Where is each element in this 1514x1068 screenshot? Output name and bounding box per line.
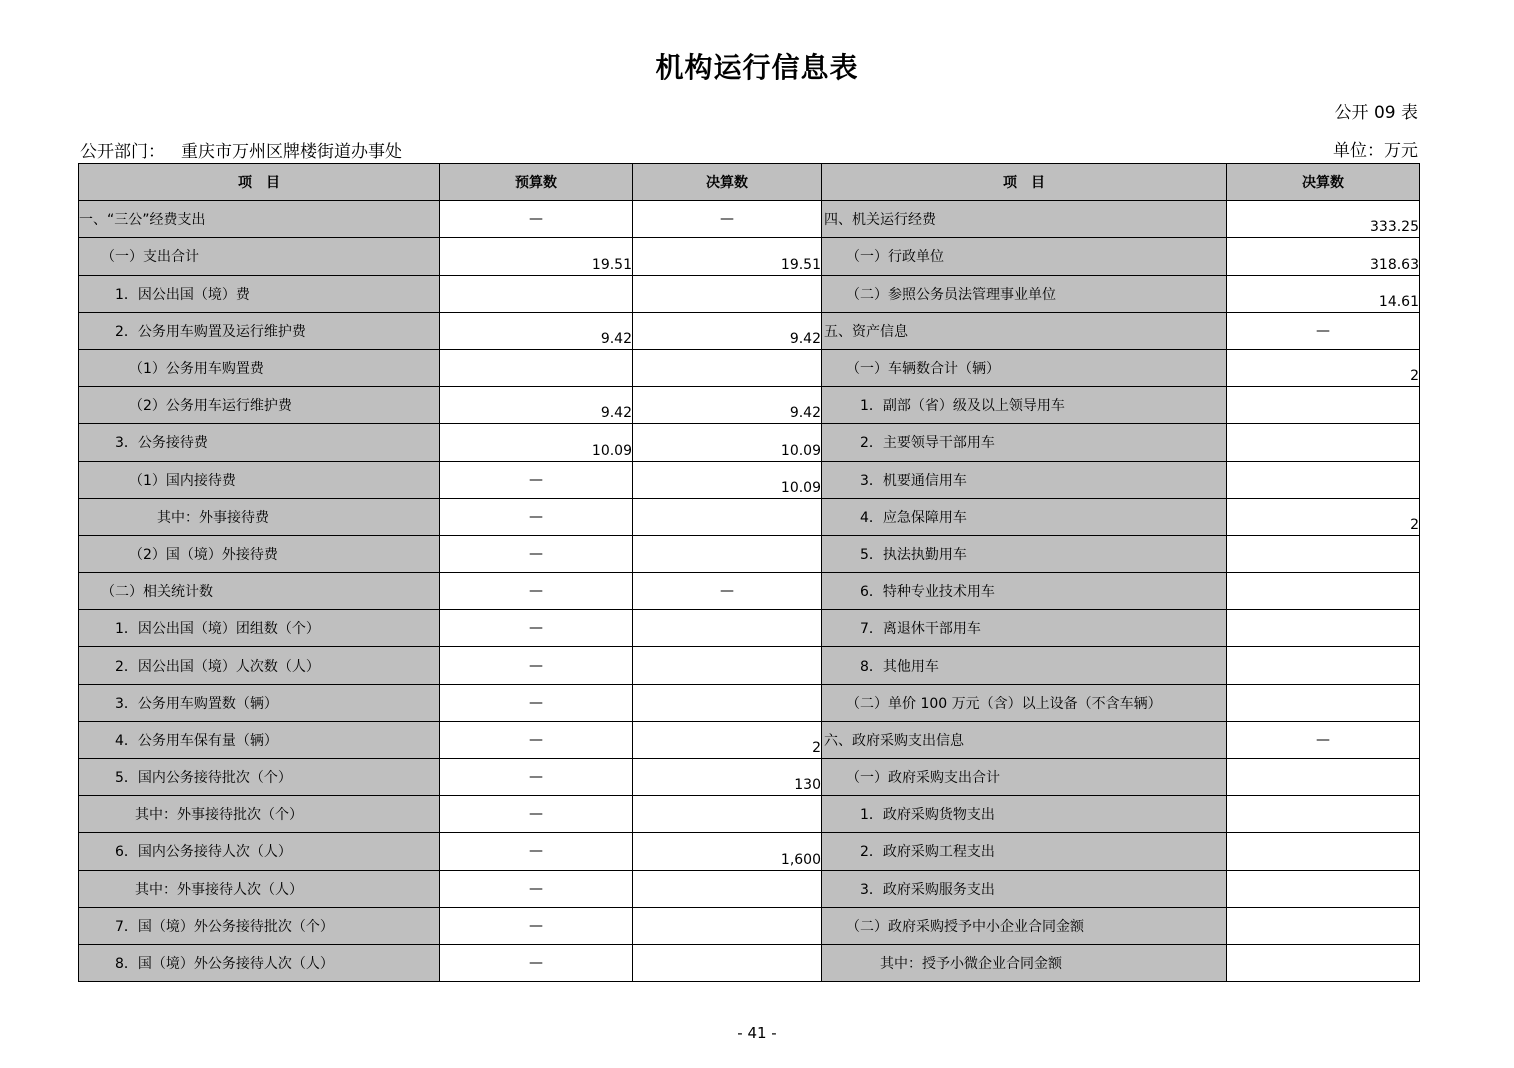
row-item-left: 其中：外事接待人次（人）: [79, 870, 440, 907]
row-final-value: 2: [633, 721, 822, 758]
row-item-left: 5．国内公务接待批次（个）: [79, 759, 440, 796]
row-item-right: 五、资产信息: [822, 312, 1227, 349]
row-budget-value: 19.51: [440, 238, 633, 275]
row-final-value-right: [1227, 387, 1420, 424]
row-item-left: （2）国（境）外接待费: [79, 535, 440, 572]
row-final-value: 130: [633, 759, 822, 796]
row-final-value: 10.09: [633, 424, 822, 461]
row-final-value-right: [1227, 424, 1420, 461]
row-final-value: [633, 647, 822, 684]
header-final-right: 决算数: [1227, 164, 1420, 201]
row-final-value: [633, 610, 822, 647]
table-row: [79, 349, 1420, 386]
row-budget-value: —: [440, 870, 633, 907]
table-row: [79, 944, 1420, 981]
row-final-value: [633, 498, 822, 535]
row-final-value-right: [1227, 573, 1420, 610]
row-final-value-right: [1227, 610, 1420, 647]
row-item-right: 2．主要领导干部用车: [822, 424, 1227, 461]
table-row: [79, 238, 1420, 275]
row-final-value: [633, 870, 822, 907]
table-row: [79, 647, 1420, 684]
table-row: [79, 870, 1420, 907]
row-budget-value: —: [440, 684, 633, 721]
table-row: [79, 796, 1420, 833]
department-line: [80, 137, 402, 162]
row-item-right: 四、机关运行经费: [822, 201, 1227, 238]
row-budget-value: —: [440, 833, 633, 870]
row-final-value-right: 2: [1227, 349, 1420, 386]
row-final-value-right: [1227, 647, 1420, 684]
header-budget: 预算数: [440, 164, 633, 201]
row-budget-value: —: [440, 498, 633, 535]
row-final-value: [633, 944, 822, 981]
table-row: [79, 387, 1420, 424]
row-item-left: （一）支出合计: [79, 238, 440, 275]
row-item-left: 6．国内公务接待人次（人）: [79, 833, 440, 870]
row-final-value-right: [1227, 535, 1420, 572]
row-budget-value: —: [440, 201, 633, 238]
row-item-left: 2．因公出国（境）人次数（人）: [79, 647, 440, 684]
table-row: [79, 424, 1420, 461]
row-item-right: （二）单价 100 万元（含）以上设备（不含车辆）: [822, 684, 1227, 721]
row-final-value: 9.42: [633, 312, 822, 349]
row-item-right: 3．政府采购服务支出: [822, 870, 1227, 907]
row-item-left: （1）公务用车购置费: [79, 349, 440, 386]
row-final-value: [633, 349, 822, 386]
row-item-left: （1）国内接待费: [79, 461, 440, 498]
table-row: [79, 461, 1420, 498]
row-item-right: 其中：授予小微企业合同金额: [822, 944, 1227, 981]
row-item-left: 1．因公出国（境）费: [79, 275, 440, 312]
row-final-value: [633, 684, 822, 721]
row-item-right: 六、政府采购支出信息: [822, 721, 1227, 758]
row-item-right: （二）政府采购授予中小企业合同金额: [822, 907, 1227, 944]
header-item-left: 项 目: [79, 164, 440, 201]
table-body: [79, 201, 1420, 982]
row-budget-value: —: [440, 796, 633, 833]
row-item-right: 3．机要通信用车: [822, 461, 1227, 498]
row-final-value-right: [1227, 870, 1420, 907]
row-item-right: 6．特种专业技术用车: [822, 573, 1227, 610]
row-item-right: 4．应急保障用车: [822, 498, 1227, 535]
row-budget-value: 10.09: [440, 424, 633, 461]
row-final-value-right: —: [1227, 721, 1420, 758]
unit-label: 单位：万元: [1333, 141, 1418, 161]
row-item-right: 5．执法执勤用车: [822, 535, 1227, 572]
row-final-value: [633, 796, 822, 833]
row-budget-value: —: [440, 461, 633, 498]
row-final-value-right: 14.61: [1227, 275, 1420, 312]
row-final-value: [633, 535, 822, 572]
info-table: [78, 163, 1420, 982]
row-item-left: 7．国（境）外公务接待批次（个）: [79, 907, 440, 944]
row-item-left: 8．国（境）外公务接待人次（人）: [79, 944, 440, 981]
row-final-value-right: [1227, 944, 1420, 981]
row-budget-value: —: [440, 610, 633, 647]
row-item-right: （一）车辆数合计（辆）: [822, 349, 1227, 386]
table-row: [79, 833, 1420, 870]
table-row: [79, 759, 1420, 796]
table-row: [79, 684, 1420, 721]
table-row: [79, 498, 1420, 535]
row-item-right: 1．副部（省）级及以上领导用车: [822, 387, 1227, 424]
row-budget-value: —: [440, 907, 633, 944]
row-budget-value: [440, 349, 633, 386]
row-final-value-right: 318.63: [1227, 238, 1420, 275]
row-item-left: （2）公务用车运行维护费: [79, 387, 440, 424]
row-item-left: 2．公务用车购置及运行维护费: [79, 312, 440, 349]
row-final-value: 19.51: [633, 238, 822, 275]
row-final-value-right: [1227, 796, 1420, 833]
row-final-value-right: [1227, 833, 1420, 870]
row-item-left: 1．因公出国（境）团组数（个）: [79, 610, 440, 647]
row-final-value-right: 333.25: [1227, 201, 1420, 238]
header-final: 决算数: [633, 164, 822, 201]
header-item-right: 项 目: [822, 164, 1227, 201]
row-final-value: 9.42: [633, 387, 822, 424]
row-item-right: 7．离退休干部用车: [822, 610, 1227, 647]
row-item-left: 其中：外事接待费: [79, 498, 440, 535]
table-row: [79, 312, 1420, 349]
row-final-value: —: [633, 201, 822, 238]
row-item-right: 2．政府采购工程支出: [822, 833, 1227, 870]
row-item-left: 3．公务用车购置数（辆）: [79, 684, 440, 721]
table-number: 公开 09 表: [1334, 103, 1418, 123]
row-budget-value: —: [440, 573, 633, 610]
department-name: 重庆市万州区牌楼街道办事处: [181, 142, 402, 162]
row-item-left: 其中：外事接待批次（个）: [79, 796, 440, 833]
row-final-value-right: [1227, 907, 1420, 944]
row-budget-value: —: [440, 944, 633, 981]
table-row: [79, 275, 1420, 312]
row-item-right: 1．政府采购货物支出: [822, 796, 1227, 833]
header-row: [79, 164, 1420, 201]
row-budget-value: [440, 275, 633, 312]
row-item-left: （二）相关统计数: [79, 573, 440, 610]
row-budget-value: —: [440, 647, 633, 684]
page-number: - 41 -: [737, 1024, 777, 1042]
row-final-value: [633, 907, 822, 944]
row-budget-value: —: [440, 759, 633, 796]
table-row: [79, 535, 1420, 572]
row-final-value: —: [633, 573, 822, 610]
row-final-value-right: 2: [1227, 498, 1420, 535]
table-row: [79, 201, 1420, 238]
row-final-value: 1,600: [633, 833, 822, 870]
row-item-right: （一）政府采购支出合计: [822, 759, 1227, 796]
table-row: [79, 610, 1420, 647]
row-item-right: （二）参照公务员法管理事业单位: [822, 275, 1227, 312]
row-final-value-right: [1227, 684, 1420, 721]
row-budget-value: 9.42: [440, 312, 633, 349]
page-title: 机构运行信息表: [655, 51, 859, 84]
table-row: [79, 721, 1420, 758]
row-final-value-right: —: [1227, 312, 1420, 349]
row-budget-value: 9.42: [440, 387, 633, 424]
row-final-value: 10.09: [633, 461, 822, 498]
row-budget-value: —: [440, 721, 633, 758]
row-final-value-right: [1227, 461, 1420, 498]
row-item-right: 8．其他用车: [822, 647, 1227, 684]
department-label: 公开部门：: [80, 142, 165, 162]
table-row: [79, 907, 1420, 944]
row-final-value-right: [1227, 759, 1420, 796]
row-item-left: 4．公务用车保有量（辆）: [79, 721, 440, 758]
row-item-left: 3．公务接待费: [79, 424, 440, 461]
row-item-left: 一、“三公”经费支出: [79, 201, 440, 238]
row-final-value: [633, 275, 822, 312]
row-item-right: （一）行政单位: [822, 238, 1227, 275]
row-budget-value: —: [440, 535, 633, 572]
table-row: [79, 573, 1420, 610]
